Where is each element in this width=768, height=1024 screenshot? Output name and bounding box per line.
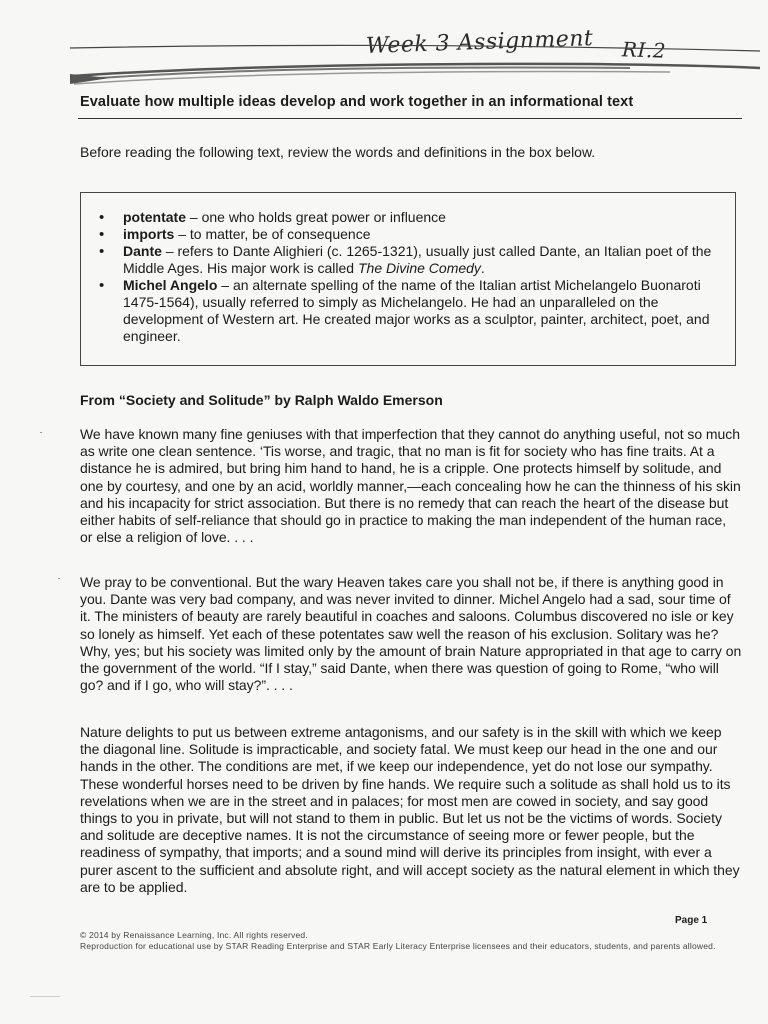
excerpt-title: From “Society and Solitude” by Ralph Waldo Emerson [80, 392, 443, 408]
intro-instructions: Before reading the following text, review the words and definitions in the box below. [80, 144, 596, 160]
scan-speck [58, 578, 60, 579]
vocab-item-potentate [95, 209, 735, 226]
vocab-term: Michel Angelo [123, 277, 218, 293]
license-line: Reproduction for educational use by STAR Reading Enterprise and STAR Early Literacy Enterprise licensees and their educators, students, and parents allowed. [80, 941, 716, 951]
excerpt-paragraph-2: We pray to be conventional. But the wary Heaven takes care you shall not be, if there is anything good in you. Dante was very bad company, and was never invited to dinner. Michel Angelo had a sad, sour time of it. The ministers of beauty are rarely beautiful in coaches and saloons. Columbus discovered no isle or key so lonely as himself. Yet each of these potentates saw well the reason of his exclusion. Solitary was he? Why, yes; but his society was limited only by the amount of brain Nature appropriated in that age to carry on the government of the world. “If I stay,” said Dante, when there was question of going to Rome, “who will go? and if I go, who will stay?”. . . . [80, 574, 742, 694]
vocab-definition: – one who holds great power or influence [186, 209, 446, 225]
vocabulary-box [80, 192, 736, 366]
lesson-objective: Evaluate how multiple ideas develop and work together in an informational text [80, 94, 634, 110]
vocab-item-dante [95, 243, 735, 277]
excerpt-paragraph-3: Nature delights to put us between extreme antagonisms, and our safety is in the skill with which we keep the diagonal line. Solitude is impracticable, and society fatal. We must keep our head in the one and our hands in the other. The conditions are met, if we keep our independence, yet do not lose our sympathy. These wonderful horses need to be driven by fine hands. We require such a solitude as shall hold us to its revelations when we are in the street and in palaces; for most men are cowed in society, and say good things to you in private, but will not stand to them in public. But let us not be the victims of words. Society and solitude are deceptive names. It is not the circumstance of seeing more or fewer people, but the readiness of sympathy, that imports; and a sound mind will derive its principles from insight, with ever a purer ascent to the sufficient and absolute right, and will accept society as the natural element in which they are to be applied. [80, 724, 740, 895]
page-number: Page 1 [675, 915, 708, 926]
scan-speck [30, 996, 60, 997]
handwritten-standard-code: RI.2 [621, 37, 667, 63]
vocab-punctuation: . [480, 260, 485, 276]
vocab-item-michel-angelo [95, 277, 735, 345]
vocabulary-list [95, 209, 735, 345]
vocab-term: Dante [123, 243, 162, 259]
excerpt-paragraph-1: We have known many fine geniuses with that imperfection that they cannot do anything useful, not so much as write one clean sentence. ‘Tis worse, and tragic, that no man is fit for society who has fine traits. At a distance he is admired, but bring him hand to hand, he is a cripple. One protects himself by solitude, and one by courtesy, and one by an acid, worldly manner,—each concealing how he can the thinness of his skin and his incapacity for strict association. But there is no remedy that can reach the heart of the disease but either habits of self-reliance that should go in practice to making the man independent of the human race, or else a religion of love. . . . [80, 426, 741, 546]
copyright-line: © 2014 by Renaissance Learning, Inc. All rights reserved. [80, 930, 308, 940]
vocab-item-imports [95, 226, 735, 243]
vocab-work-title: The Divine Comedy [357, 260, 481, 276]
divider-line [78, 118, 742, 119]
handwritten-assignment-title: Week 3 Assignment [365, 26, 594, 59]
vocab-term: imports [123, 226, 175, 242]
vocab-definition: – an alternate spelling of the name of the Italian artist Michelangelo Buonaroti 1475-1564), usually referred to simply as Michelangelo. He had an unparalleled on the development of Western art. He created major works as a sculptor, painter, architect, poet, and engineer. [123, 277, 710, 344]
copyright-footer [80, 930, 720, 952]
vocab-definition: – to matter, be of consequence [174, 226, 371, 242]
vocab-term: potentate [123, 209, 186, 225]
header-swoosh-graphic [70, 38, 760, 88]
scan-speck [40, 432, 42, 433]
vocab-definition: – refers to Dante Alighieri (c. 1265-1321), usually just called Dante, an Italian poet of the Middle Ages. His major work is called [123, 243, 712, 276]
